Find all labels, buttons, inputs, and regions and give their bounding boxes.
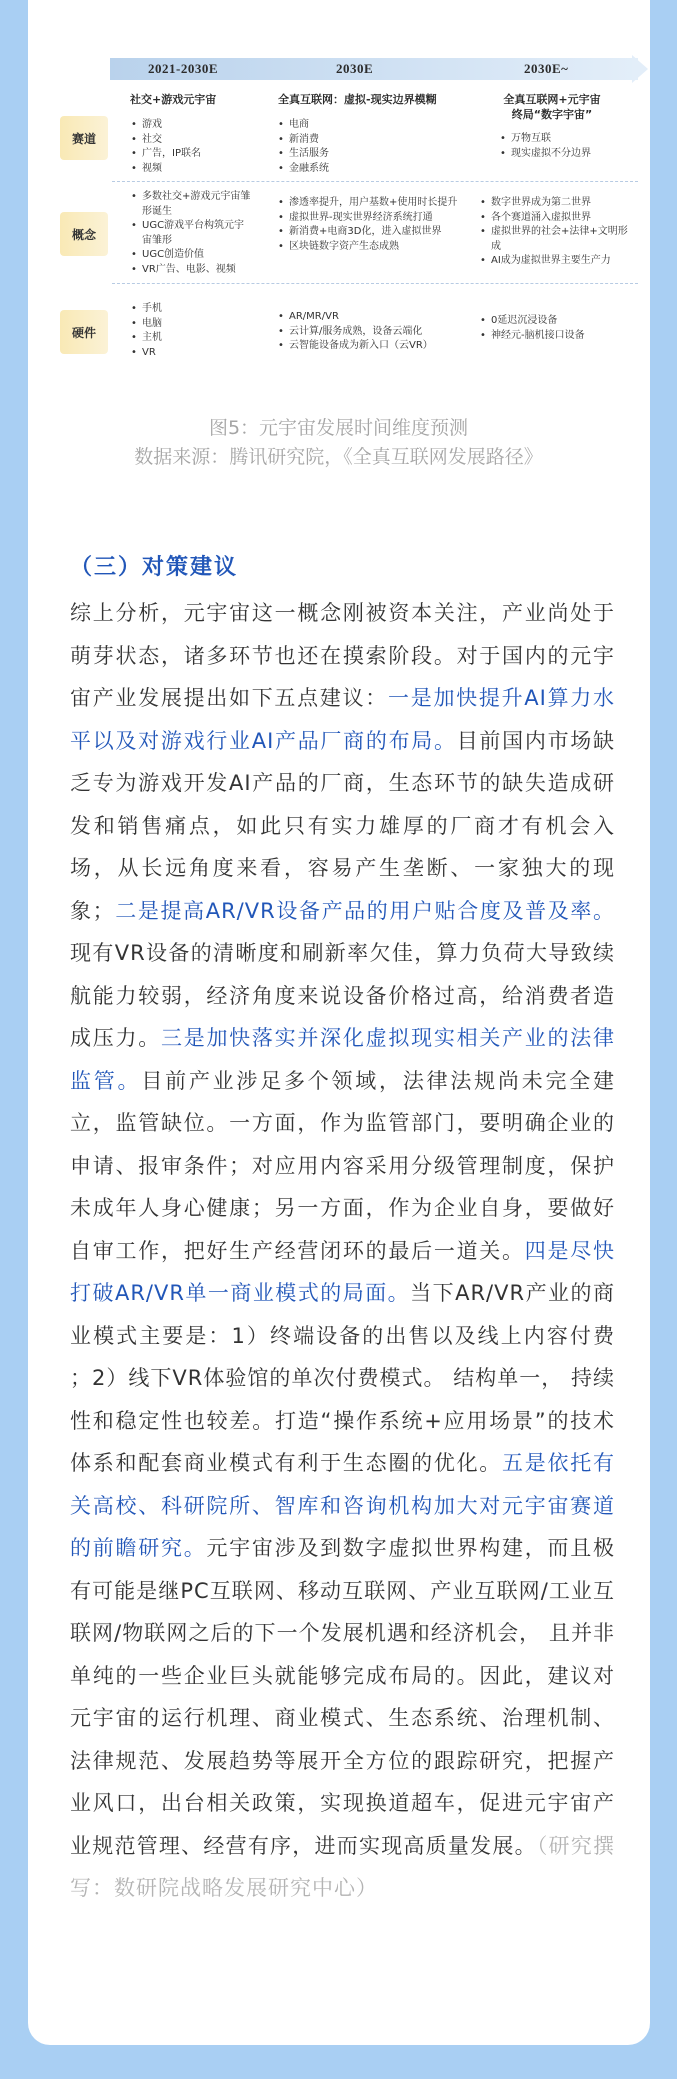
period-2: 2030E [336, 61, 374, 76]
row-divider [112, 283, 638, 284]
row-divider [112, 181, 638, 182]
column-header-2: 全真互联网：虚拟-现实边界模糊 [278, 93, 437, 106]
cell-item: • 现实虚拟不分边界 [500, 147, 640, 162]
paragraph-text: 元宇宙涉及到数字虚拟世界构建，而且极有可能是继PC互联网、移动互联网、产业互联网/工业互联网/物联网之后的下一个发展机遇和经济机会， 且并非单纯的一些企业巨头就能够完成布局的。因此，建议对元宇宙的运行机理、商业模式、生态系统、治理机制、法律规范、发展趋势等展开全方位的跟踪研究，把握产业风口，出台相关政策，实现换道超车，促进元宇宙产业规范管理、经营有序，进而实现高质量发展。 [70, 1536, 616, 1858]
cell-hardware-3 [480, 314, 635, 343]
cell-item: • 数字世界成为第二世界 [480, 196, 635, 211]
cell-item: • 电脑 [131, 317, 251, 332]
author-note: （研究撰写：数研院战略发展研究中心） [70, 1833, 615, 1900]
cell-item: • 广告，IP联名 [131, 147, 271, 162]
cell-item: • UGC创造价值 [131, 248, 251, 263]
cell-item: • 生活服务 [278, 147, 463, 162]
cell-item: • AR/MR/VR [278, 310, 478, 325]
cell-track-3 [500, 132, 640, 161]
column-header-3: 全真互联网+元宇宙 终局“数字宇宙” [503, 93, 601, 121]
row-label-track: 赛道 [60, 116, 108, 160]
paragraph-text: 目前国内市场缺乏专为游戏开发AI产品的厂商，生态环节的缺失造成研发和销售痛点，如此只有实力雄厚的厂商才有机会入场，从长远角度来看，容易产生垄断、一家独大的现象； [70, 728, 616, 923]
cell-item: • 虚拟世界的社会+法律+文明形成 [480, 225, 635, 254]
cell-item: • 云计算/服务成熟，设备云端化 [278, 325, 478, 340]
highlight-text: 二是提高AR/VR设备产品的用户贴合度及普及率。 [114, 898, 615, 923]
highlight-text: 三是加快落实并深化虚拟现实相关产业的法律监管。 [70, 1026, 616, 1093]
paragraph-text: 目前产业涉足多个领域，法律法规尚未完全建立，监管缺位。一方面，作为监管部门，要明确企业的申请、报审条件；对应用内容采用分级管理制度，保护未成年人身心健康；另一方面，作为企业自身，要做好自审工作，把好生产经营闭环的最后一道关。 [70, 1068, 616, 1263]
cell-item: • VR [131, 346, 251, 361]
period-3: 2030E~ [524, 61, 569, 76]
article-body [70, 592, 615, 1910]
cell-item: • 新消费+电商3D化，进入虚拟世界 [278, 225, 468, 240]
paragraph-text: 当下AR/VR产业的商业模式主要是：1）终端设备的出售以及线上内容付费 ；2）线下VR体验馆的单次付费模式。 结构单一， 持续性和稳定性也较差。打造“操作系统+应用场景”的技术体系和配套商业模式有利于生态圈的优化。 [70, 1281, 615, 1475]
cell-item: • 新消费 [278, 133, 463, 148]
section-heading: （三）对策建议 [70, 555, 239, 580]
highlight-text: 五是依托有关高校、科研院所、智库和咨询机构加大对元宇宙赛道的前瞻研究。 [70, 1451, 616, 1560]
cell-item: • 游戏 [131, 118, 271, 133]
paragraph-text: 综上分析，元宇宙这一概念刚被资本关注，产业尚处于萌芽状态，诸多环节也还在摸索阶段。对于国内的元宇宙产业发展提出如下五点建议： [70, 601, 615, 710]
period-1: 2021-2030E [148, 61, 218, 76]
cell-item: • UGC游戏平台构筑元宇宙雏形 [131, 219, 251, 248]
cell-concept-3 [480, 196, 635, 269]
cell-item: • AI成为虚拟世界主要生产力 [480, 254, 635, 269]
paragraph-text: 现有VR设备的清晰度和刷新率欠佳，算力负荷大导致续航能力较弱，经济角度来说设备价格过高，给消费者造成压力。 [70, 941, 615, 1050]
cell-concept-2 [278, 196, 468, 254]
cell-item: • 视频 [131, 162, 271, 177]
cell-item: • 各个赛道涌入虚拟世界 [480, 211, 635, 226]
column-header-1: 社交+游戏元宇宙 [130, 93, 217, 106]
cell-track-2 [278, 118, 463, 176]
cell-track-1 [131, 118, 271, 176]
timeline-arrow-icon [632, 55, 648, 83]
highlight-text: 一是加快提升AI算力水平以及对游戏行业AI产品厂商的布局。 [70, 686, 616, 753]
cell-item: • 电商 [278, 118, 463, 133]
figure-source: 数据来源：腾讯研究院，《全真互联网发展路径》 [134, 446, 543, 468]
cell-item: • 主机 [131, 331, 251, 346]
cell-item: • 多数社交+游戏元宇宙雏形诞生 [131, 190, 251, 219]
highlight-text: 四是尽快打破AR/VR单一商业模式的局面。 [70, 1238, 615, 1305]
cell-item: • 虚拟世界-现实世界经济系统打通 [278, 211, 468, 226]
cell-item: • VR广告、电影、视频 [131, 263, 251, 278]
row-label-concept: 概念 [60, 212, 108, 256]
cell-item: • 社交 [131, 133, 271, 148]
cell-item: • 金融系统 [278, 162, 463, 177]
cell-hardware-1 [131, 302, 251, 360]
cell-concept-1 [131, 190, 251, 278]
cell-item: • 手机 [131, 302, 251, 317]
figure-caption: 图5：元宇宙发展时间维度预测 [208, 417, 469, 439]
cell-item: • 渗透率提升，用户基数+使用时长提升 [278, 196, 468, 211]
cell-item: • 0延迟沉浸设备 [480, 314, 635, 329]
cell-hardware-2 [278, 310, 478, 354]
cell-item: • 万物互联 [500, 132, 640, 147]
cell-item: • 云智能设备成为新入口（云VR） [278, 339, 478, 354]
timeline-figure [0, 0, 677, 380]
cell-item: • 神经元-脑机接口设备 [480, 329, 635, 344]
row-label-hardware: 硬件 [60, 310, 108, 354]
cell-item: • 区块链数字资产生态成熟 [278, 240, 468, 255]
